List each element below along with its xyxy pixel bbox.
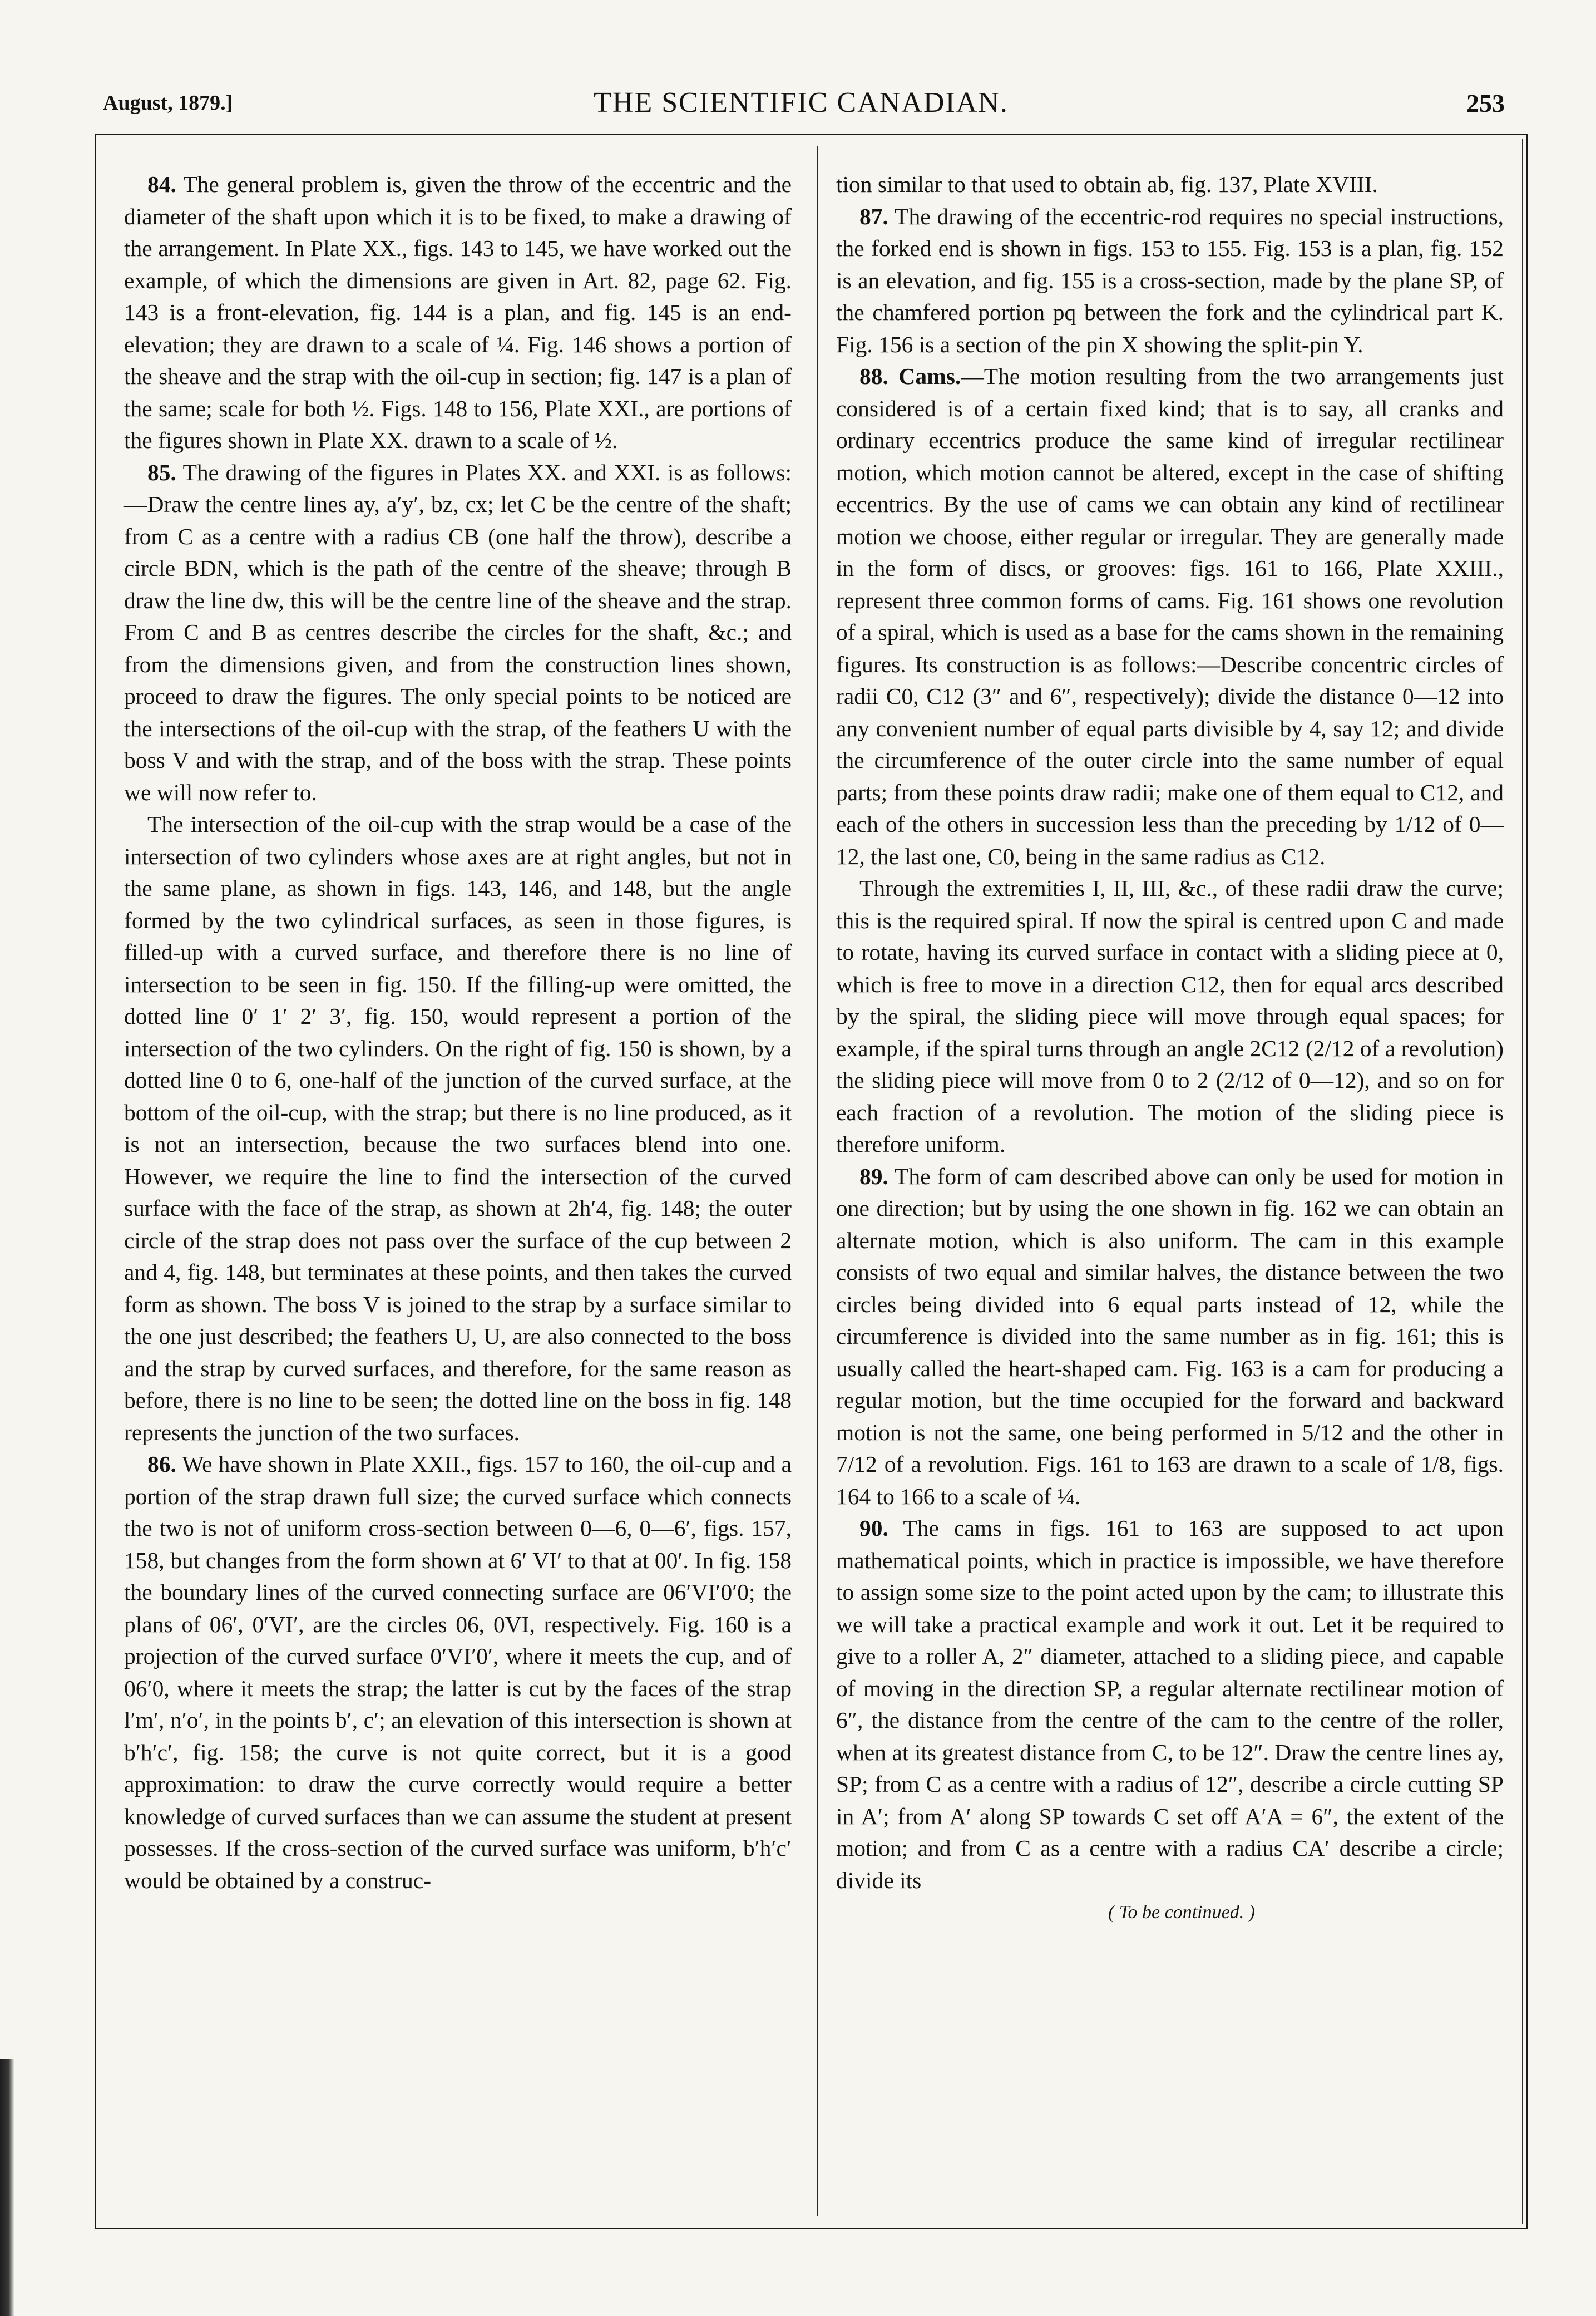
running-head: [83, 81, 1519, 131]
paragraph-86: [124, 1448, 792, 1896]
paragraph-87: [836, 201, 1504, 361]
right-column: [836, 169, 1504, 1929]
paragraph-85: [124, 457, 792, 809]
publication-title: THE SCIENTIFIC CANADIAN.: [594, 87, 1009, 119]
paragraph-text: The form of cam described above can only be used for motion in one direction; but by using the one shown in fig. 162 we can obtain an alternate motion, which is also uniform. The cam in this example consists of two equal and similar halves, the distance between the two circles being divided into 6 equal parts instead of 12, while the circumference is divided into the same number as in fig. 161; this is usually called the heart-shaped cam. Fig. 163 is a cam for producing a regular motion, but the time occupied for the forward and backward motion is not the same, one being performed in 5/12 and the other in 7/12 of a revolution. Figs. 161 to 163 are drawn to a scale of 1/8, figs. 164 to 166 to a scale of ¼.: [836, 1163, 1504, 1509]
paragraph-number: 87.: [859, 203, 888, 229]
column-divider: [817, 146, 818, 2216]
paragraph-89: [836, 1161, 1504, 1513]
paragraph-number: 88.: [859, 363, 888, 389]
text-frame: [95, 134, 1528, 2229]
binding-shadow: [0, 2059, 14, 2316]
paragraph-88-continued: Through the extremities I, II, III, &c., of these radii draw the curve; this is the required spiral. If now the spiral is centred upon C and made to rotate, having its curved surface in contact with a sliding piece at 0, which is free to move in a direction C12, then for equal arcs described by the spiral, the sliding piece will move through equal spaces; for example, if the spiral turns through an angle 2C12 (2/12 of a revolution) the sliding piece will move from 0 to 2 (2/12 of 0—12), and so on for each fraction of a revolution. The motion of the sliding piece is therefore uniform.: [836, 875, 1504, 1157]
section-heading-cams: Cams.: [888, 363, 961, 389]
issue-date: August, 1879.]: [103, 91, 233, 115]
paragraph-text: The drawing of the eccentric-rod requires no special instructions, the forked end is shown in figs. 153 to 155. Fig. 153 is a plan, fig. 152 is an elevation, and fig. 155 is a cross-section, made by the plane SP, of the chamfered portion pq between the fork and the cylindrical part K. Fig. 156 is a section of the pin X showing the split-pin Y.: [836, 203, 1504, 357]
paragraph-86-continuation: tion similar to that used to obtain ab, fig. 137, Plate XVIII.: [836, 171, 1378, 197]
paragraph-number: 84.: [147, 171, 176, 197]
paragraph-text: The general problem is, given the throw of the eccentric and the diameter of the shaft upon which it is to be fixed, to make a drawing of the arrangement. In Plate XX., figs. 143 to 145, we have worked out the example, of which the dimensions are given in Art. 82, page 62. Fig. 143 is a front-elevation, fig. 144 is a plan, and fig. 145 is an end-elevation; they are drawn to a scale of ¼. Fig. 146 shows a portion of the sheave and the strap with the oil-cup in section; fig. 147 is a plan of the same; scale for both ½. Figs. 148 to 156, Plate XXI., are portions of the figures shown in Plate XX. drawn to a scale of ½.: [124, 171, 792, 453]
paragraph-85-continued: The intersection of the oil-cup with the strap would be a case of the intersection of two cylinders whose axes are at right angles, but not in the same plane, as shown in figs. 143, 146, and 148, but the angle formed by the two cylindrical surfaces, as seen in those figures, is filled-up with a curved surface, and therefore there is no line of intersection to be seen in fig. 150. If the filling-up were omitted, the dotted line 0′ 1′ 2′ 3′, fig. 150, would represent a portion of the intersection of the two cylinders. On the right of fig. 150 is shown, by a dotted line 0 to 6, one-half of the junction of the curved surface, at the bottom of the oil-cup, with the strap; but there is no line produced, as it is not an intersection, because the two surfaces blend into one. However, we require the line to find the intersection of the curved surface with the face of the strap, as shown at 2h′4, fig. 148; the outer circle of the strap does not pass over the surface of the cup between 2 and 4, fig. 148, but terminates at these points, and then takes the curved form as shown. The boss V is joined to the strap by a surface similar to the one just described; the feathers U, U, are also connected to the boss and the strap by curved surfaces, and therefore, for the same reason as before, there is no line to be seen; the dotted line on the boss in fig. 148 represents the junction of the two surfaces.: [124, 811, 792, 1445]
to-be-continued-note: ( To be continued. ): [1108, 1902, 1256, 1923]
paragraph-number: 85.: [147, 459, 176, 485]
paragraph-84: [124, 169, 792, 457]
paragraph-text: The drawing of the figures in Plates XX. and XXI. is as follows:—Draw the centre lines ay, a′y′, bz, cx; let C be the centre of the shaft; from C as a centre with a radius CB (one half the throw), describe a circle BDN, which is the path of the centre of the sheave; through B draw the line dw, this will be the centre line of the sheave and the strap. From C and B as centres describe the circles for the shaft, &c.; and from the dimensions given, and from the construction lines shown, proceed to draw the figures. The only special points to be noticed are the intersections of the oil-cup with the strap, of the feathers U with the boss V and with the strap, and of the boss with the strap. These points we will now refer to.: [124, 459, 792, 805]
paragraph-number: 90.: [859, 1515, 888, 1541]
paragraph-90: [836, 1512, 1504, 1896]
page-number: 253: [1466, 89, 1505, 117]
left-column: [124, 169, 792, 1896]
paragraph-text: We have shown in Plate XXII., figs. 157 to 160, the oil-cup and a portion of the strap drawn full size; the curved surface which connects the two is not of uniform cross-section between 0—6, 0—6′, figs. 157, 158, but changes from the form shown at 6′ VI′ to that at 00′. In fig. 158 the boundary lines of the curved connecting surface are 06′VI′0′0; the plans of 06′, 0′VI′, are the circles 06, 0VI, respectively. Fig. 160 is a projection of the curved surface 0′VI′0′, where it meets the cup, and of 06′0, where it meets the strap; the latter is cut by the faces of the strap l′m′, n′o′, in the points b′, c′; an elevation of this intersection is shown at b′h′c′, fig. 158; the curve is not quite correct, but it is a good approximation: to draw the curve correctly would require a better knowledge of curved surfaces than we can assume the student at present possesses. If the cross-section of the curved surface was uniform, b′h′c′ would be obtained by a construc-: [124, 1451, 792, 1893]
paragraph-text: —The motion resulting from the two arrangements just considered is of a certain fixed kind; that is to say, all cranks and ordinary eccentrics produce the same kind of irregular rectilinear motion, which motion cannot be altered, except in the case of shifting eccentrics. By the use of cams we can obtain any kind of rectilinear motion we choose, either regular or irregular. They are generally made in the form of discs, or grooves: figs. 161 to 166, Plate XXIII., represent three common forms of cams. Fig. 161 shows one revolution of a spiral, which is used as a base for the cams shown in the remaining figures. Its construction is as follows:—Describe concentric circles of radii C0, C12 (3″ and 6″, respectively); divide the distance 0—12 into any convenient number of equal parts divisible by 4, say 12; and divide the circumference of the outer circle into the same number of equal parts; from these points draw radii; make one of them equal to C12, and each of the others in succession less than the preceding by 1/12 of 0—12, the last one, C0, being in the same radius as C12.: [836, 363, 1504, 869]
paragraph-88: [836, 361, 1504, 873]
paragraph-text: The cams in figs. 161 to 163 are supposed to act upon mathematical points, which in practice is impossible, we have therefore to assign some size to the point acted upon by the cam; to illustrate this we will take a practical example and work it out. Let it be required to give to a roller A, 2″ diameter, attached to a sliding piece, and capable of moving in the direction SP, a regular alternate rectilinear motion of 6″, the distance from the centre of the cam to the centre of the roller, when at its greatest distance from C, to be 12″. Draw the centre lines ay, SP; from C as a centre with a radius of 12″, describe a circle cutting SP in A′; from A′ along SP towards C set off A′A = 6″, the extent of the motion; and from C as a centre with a radius CA′ describe a circle; divide its: [836, 1515, 1504, 1893]
paragraph-number: 89.: [859, 1163, 888, 1189]
paragraph-number: 86.: [147, 1451, 176, 1477]
